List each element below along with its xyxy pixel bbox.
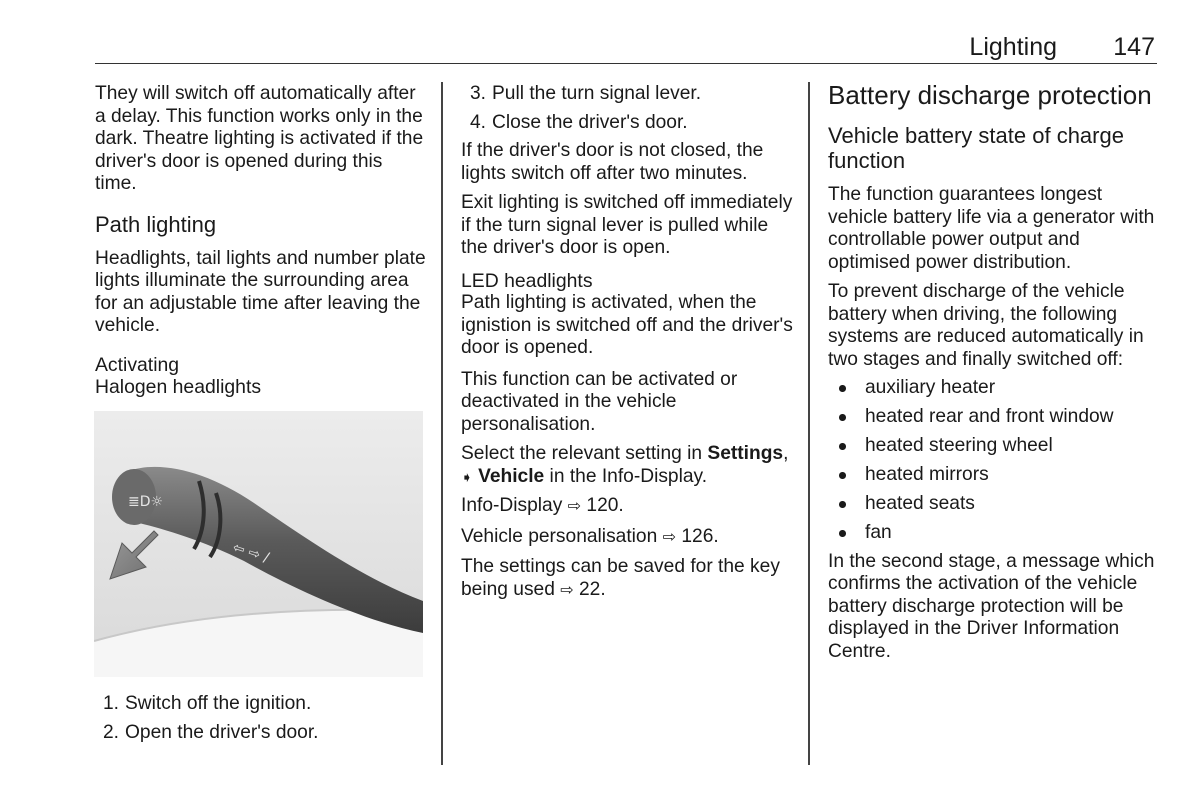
function-paragraph: This function can be activated or deactivated in the vehicle personalisation. xyxy=(461,368,738,435)
page-reference-icon: ⇨ xyxy=(560,581,574,599)
activating-heading: Activating xyxy=(95,353,180,376)
list-item: 2. Open the driver's door. xyxy=(103,722,319,743)
list-item: heated seats xyxy=(828,493,1160,516)
systems-list xyxy=(828,377,1160,545)
page-reference-icon: ⇨ xyxy=(662,528,677,546)
settings-label: Settings xyxy=(707,443,784,464)
list-item: 3. Pull the turn signal lever. xyxy=(470,83,702,104)
arrow-icon: ➧ xyxy=(461,468,473,485)
column-1 xyxy=(95,82,427,399)
column-divider xyxy=(808,82,810,765)
door-paragraph: If the driver's door is not closed, the lights switch off after two minutes. xyxy=(461,140,764,184)
path-lighting-heading: Path lighting xyxy=(95,211,217,237)
list-item: heated steering wheel xyxy=(828,435,1160,458)
battery-protection-heading: Battery discharge protection xyxy=(828,80,1152,110)
guarantee-paragraph: The function guarantees longest vehicle battery life via a generator with controllable power output and optimised power distribution. xyxy=(828,184,1155,273)
section-title: Lighting xyxy=(969,33,1057,61)
prevent-paragraph: To prevent discharge of the vehicle battery when driving, the following systems are reduced automatically in two stages and finally switched off: xyxy=(828,281,1144,370)
column-3 xyxy=(828,82,1160,663)
led-headlights-heading: LED headlights xyxy=(461,269,593,292)
lever-drawing xyxy=(94,411,423,677)
svg-text:≣D☼: ≣D☼ xyxy=(128,494,164,510)
vehicle-label: Vehicle xyxy=(478,465,545,487)
path-lighting-paragraph: Headlights, tail lights and number plate lights illuminate the surrounding area for an adjustable time after leaving the vehicle. xyxy=(95,247,426,336)
info-display-ref: Info-Display ⇨ 120. xyxy=(461,495,624,516)
page-header xyxy=(95,30,1157,64)
led-paragraph: Path lighting is activated, when the ignistion is switched off and the driver's door is opened. xyxy=(461,292,793,358)
list-item: heated mirrors xyxy=(828,464,1160,487)
svg-text:⇦ ⇨ ∕: ⇦ ⇨ ∕ xyxy=(230,539,271,567)
list-item: auxiliary heater xyxy=(828,377,1160,400)
battery-state-subheading: Vehicle battery state of charge function xyxy=(828,123,1124,173)
list-item: 1. Switch off the ignition. xyxy=(103,693,312,714)
column-divider xyxy=(441,82,443,765)
exit-lighting-paragraph: Exit lighting is switched off immediately if the turn signal lever is pulled while the driver's door is open. xyxy=(461,192,793,258)
select-setting-paragraph: Select the relevant setting in Settings, ➧ Vehicle in the Info-Display. xyxy=(461,443,789,487)
intro-paragraph: They will switch off automatically after a delay. This function works only in the dark. Theatre lighting is activated if the driver's door is opened during this time. xyxy=(95,83,424,194)
list-item: 4. Close the driver's door. xyxy=(470,111,688,133)
personalisation-ref: Vehicle personalisation ⇨ 126. xyxy=(461,525,719,547)
column-2 xyxy=(461,82,796,602)
page-number: 147 xyxy=(1113,33,1155,61)
list-item: heated rear and front window xyxy=(828,406,1160,429)
list-item: fan xyxy=(828,522,1160,545)
second-stage-paragraph: In the second stage, a message which confirms the activation of the vehicle battery discharge protection will be displayed in the Driver Information Centre. xyxy=(828,550,1155,662)
page-reference-icon: ⇨ xyxy=(567,498,582,515)
halogen-heading: Halogen headlights xyxy=(95,376,262,398)
turn-signal-lever-illustration xyxy=(94,411,423,677)
steps-list-1 xyxy=(103,693,423,745)
settings-saved-paragraph: The settings can be saved for the key being used ⇨ 22. xyxy=(461,556,780,600)
